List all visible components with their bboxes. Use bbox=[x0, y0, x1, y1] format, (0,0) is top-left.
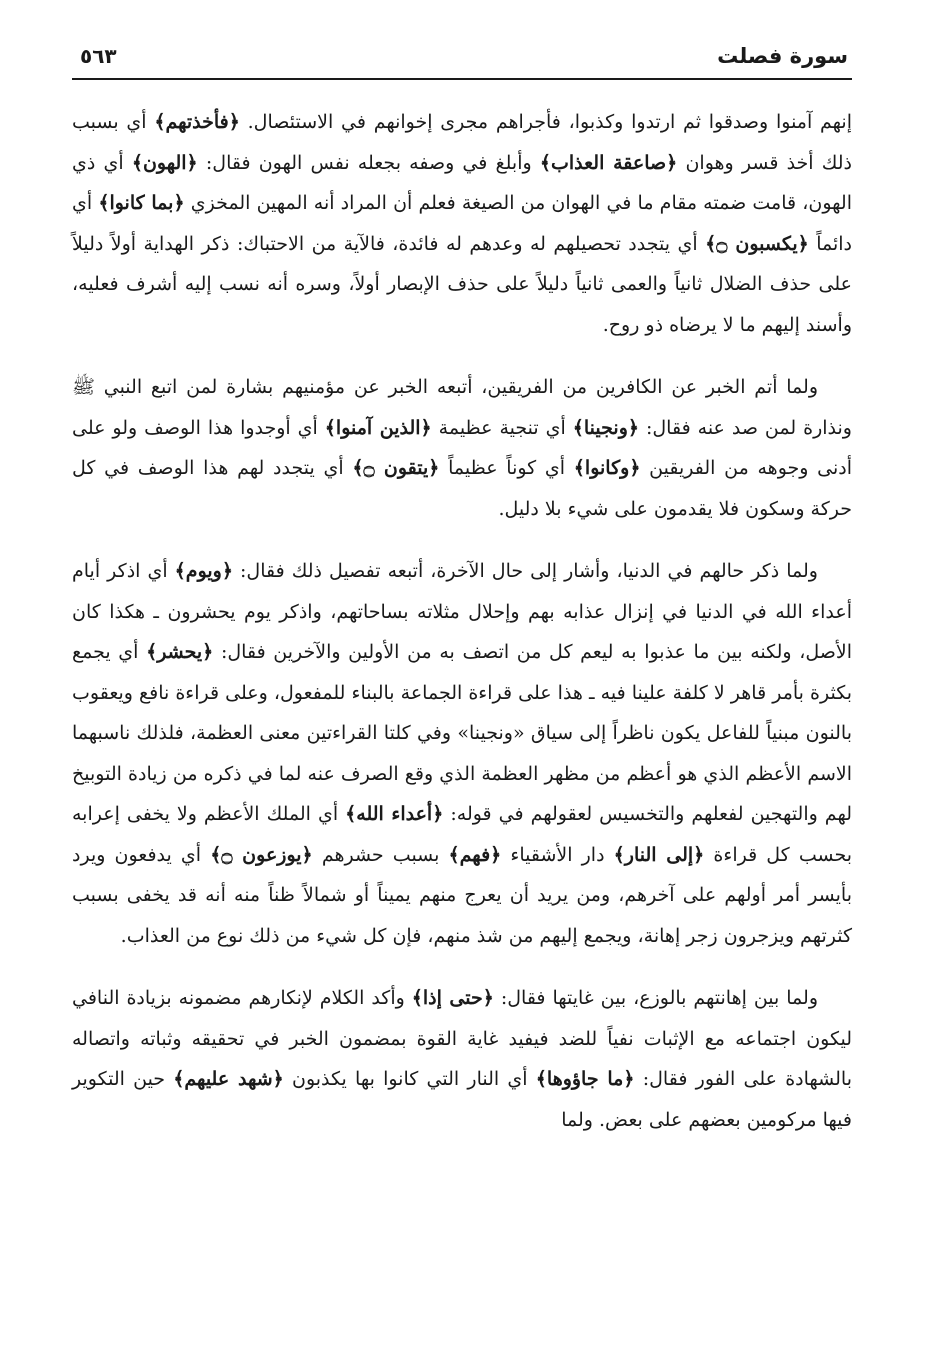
quran-quote: ﴿حتى إذا﴾ bbox=[411, 987, 494, 1009]
text-run: أي كوناً عظيماً bbox=[439, 457, 574, 479]
paragraph bbox=[72, 102, 852, 345]
body-text bbox=[72, 102, 852, 1140]
quran-quote: ﴿الهون﴾ bbox=[131, 151, 198, 174]
quran-quote: ﴿ونجينا﴾ bbox=[572, 416, 639, 439]
text-run: ولما أتم الخبر عن الكافرين من الفريقين، أتبعه الخبر عن مؤمنيهم بشارة لمن اتبع النبي ﷺ ونذارة لمن صد عنه فقال: bbox=[72, 376, 852, 439]
page-header bbox=[72, 38, 852, 80]
text-run: أي بسبب ذلك أخذ قسر وهوان bbox=[72, 111, 852, 174]
text-run: أي يتجدد لهم هذا الوصف في كل حركة وسكون فلا يقدمون على شيء بلا دليل. bbox=[72, 457, 852, 520]
text-run: أي النار التي كانوا بها يكذبون bbox=[283, 1068, 536, 1090]
quran-quote: ﴿أعداء الله﴾ bbox=[345, 803, 444, 825]
quran-quote: ﴿وكانوا﴾ bbox=[573, 457, 641, 479]
text-run: حين التكوير فيها مركومين بعضهم على بعض. ولما bbox=[72, 1068, 852, 1131]
quran-quote: ﴿شهد عليهم﴾ bbox=[173, 1068, 284, 1090]
quran-quote: ﴿يتقون ۝﴾ bbox=[352, 457, 440, 479]
quran-quote: ﴿صاعقة العذاب﴾ bbox=[539, 151, 678, 174]
text-run: أي ذي الهون، قامت ضمته مقام ما في الهوان من الصيغة فعلم أن المراد أنه المهين المخزي bbox=[72, 151, 852, 214]
quran-quote: ﴿ويوم﴾ bbox=[174, 560, 233, 582]
text-run: وأبلغ في وصفه بجعله نفس الهون فقال: bbox=[197, 151, 540, 174]
text-run: وأكد الكلام لإنكارهم مضمونه بزيادة النافي ليكون اجتماعه مع الإثبات نفياً للضد فيفيد غاية القوة بمضمون الخبر في تحقيقه وثباته واتصاله بالشهادة على الفور فقال: bbox=[72, 987, 853, 1090]
quran-quote: ﴿فأخذتهم﴾ bbox=[154, 111, 240, 133]
page-number: ٥٦٣ bbox=[80, 44, 117, 68]
paragraph bbox=[72, 551, 852, 956]
book-page bbox=[72, 38, 852, 1328]
text-run: ولما ذكر حالهم في الدنيا، وأشار إلى حال الآخرة، أتبعه تفصيل ذلك فقال: bbox=[232, 560, 818, 582]
text-run: بسبب حشرهم bbox=[312, 843, 449, 866]
text-run: أي دائماً bbox=[72, 192, 852, 255]
quran-quote: ﴿إلى النار﴾ bbox=[613, 843, 705, 866]
text-run: أي اذكر أيام أعداء الله في الدنيا في إنزال عذابه بهم وإحلال مثلاته بساحاتهم، واذكر يوم يحشرون ـ هكذا كان الأصل، ولكنه بين ما عذبوا به ليعم كل من اتصف به من الأولين والآخرين فقال: bbox=[72, 560, 852, 663]
quran-quote: ﴿يوزعون ۝﴾ bbox=[210, 843, 313, 866]
quran-quote: ﴿فهم﴾ bbox=[448, 843, 502, 866]
text-run: أي يتجدد تحصيلهم له وعدهم له فائدة، فالآية من الاحتباك: ذكر الهداية أولاً دليلاً على حذف الضلال ثانياً والعمى ثانياً دليلاً على حذف الإبصار أولاً، وسره أنه نسب إليه أشرف فعليه، وأسند إليهم ما لا يرضاه ذو روح. bbox=[72, 232, 852, 336]
text-run: دار الأشقياء bbox=[501, 843, 614, 866]
paragraph bbox=[72, 367, 852, 529]
text-run: أي أوجدوا هذا الوصف ولو على أدنى وجوهه من الفريقين bbox=[72, 416, 853, 479]
text-run: أي تنجية عظيمة bbox=[431, 416, 573, 439]
paragraph bbox=[72, 978, 852, 1140]
text-run: إنهم آمنوا وصدقوا ثم ارتدوا وكذبوا، فأجراهم مجرى إخوانهم في الاستئصال. bbox=[239, 111, 852, 133]
quran-quote: ﴿يكسبون ۝﴾ bbox=[705, 232, 809, 255]
text-run: ولما بين إهانتهم بالوزع، بين غايتها فقال: bbox=[493, 987, 818, 1009]
quran-quote: ﴿يحشر﴾ bbox=[146, 641, 214, 663]
quran-quote: ﴿الذين آمنوا﴾ bbox=[324, 416, 432, 439]
text-run: أي يدفعون ويرد بأيسر أمر أولهم على آخرهم، ومن يريد أن يعرج منهم يميناً أو شمالاً ظناً منه أنه قد يخفى بسبب كثرتهم ويزجرون زجر إهانة، ويجمع إليهم من شذ منهم، فإن كل شيء من ذلك نوع من العذاب. bbox=[72, 843, 852, 947]
text-run: أي يجمع بكثرة بأمر قاهر لا كلفة علينا فيه ـ هذا على قراءة الجماعة بالبناء للمفعول، وعلى قراءة نافع ويعقوب بالنون مبنياً للفاعل يكون ناظراً إلى سياق «ونجينا» وفي كلتا القراءتين معنى العظمة، فلذلك ناسبهما الاسم الأعظم الذي هو أعظم من مظهر العظمة الذي وقع الصرف عنه لما في ذكره من زيادة التوبيخ لهم والتهجين لفعلهم والتخسيس لعقولهم في قوله: bbox=[72, 641, 852, 825]
quran-quote: ﴿بما كانوا﴾ bbox=[98, 192, 185, 214]
sura-title: سورة فصلت bbox=[717, 44, 848, 68]
text-run: أي الملك الأعظم ولا يخفى إعرابه بحسب كل قراءة bbox=[72, 803, 852, 866]
quran-quote: ﴿ما جاؤوها﴾ bbox=[535, 1068, 635, 1090]
